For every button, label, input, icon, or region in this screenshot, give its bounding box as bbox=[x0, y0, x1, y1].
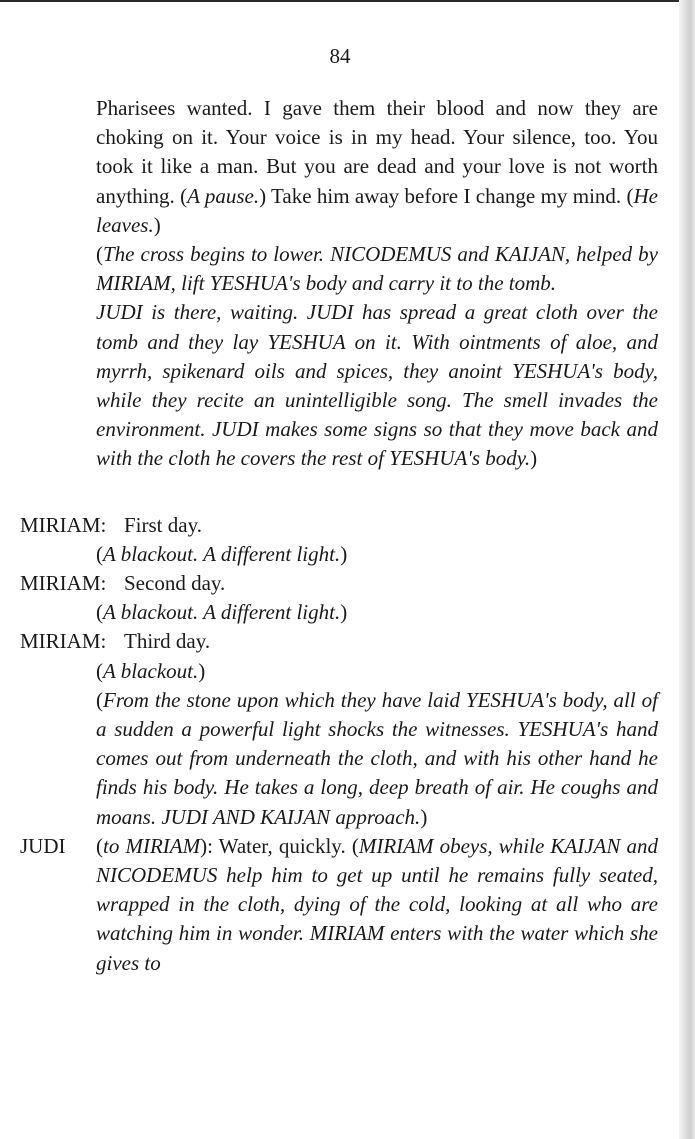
speaker-name: MIRIAM: bbox=[20, 571, 107, 596]
stage-direction: From the stone upon which they have laid YESHUA's body, all of a sudden a powerful light shocks the witnesses. YESHUA's hand comes out from underneath the cloth, and with his other hand he finds his body. He takes a long, deep breath of air. He coughs and moans. JUDI AND KAIJAN approach. bbox=[96, 687, 658, 829]
stage-direction: to MIRIAM bbox=[103, 833, 201, 858]
paren-close: ) bbox=[340, 541, 348, 566]
speech-text: Third day. bbox=[124, 629, 211, 654]
speech-text: First day. bbox=[124, 512, 202, 537]
speech-text: Pharisees wanted. I gave them their blood and now they are choking on it. Your voice is in my head. Your silence, too. You took it like a man. But you are dead and your love is not worth anything. ( bbox=[96, 96, 658, 208]
top-rule bbox=[0, 0, 680, 2]
stage-direction: A pause. bbox=[187, 183, 260, 208]
speaker-name: MIRIAM: bbox=[20, 512, 107, 537]
stage-direction: JUDI is there, waiting. JUDI has spread a great cloth over the tomb and they lay YESHUA on it. With ointments of aloe, and myrrh, spikenard oils and spices, they anoint YESHUA's body, while they recite an unintelligible song. The smell invades the environment. JUDI makes some signs so that they move back and with the cloth he covers the rest of YESHUA's body. bbox=[96, 300, 658, 471]
speech-text: ) Take him away before I change my mind. ( bbox=[259, 183, 634, 208]
script-content bbox=[0, 94, 680, 978]
stage-direction: The cross begins to lower. NICODEMUS and KAIJAN, helped by MIRIAM, lift YESHUA's body and carry it to the tomb. bbox=[96, 242, 658, 296]
paren-close: ) bbox=[340, 600, 348, 625]
paren-open: ( bbox=[96, 687, 103, 712]
speech-text: : Water, quickly. ( bbox=[207, 833, 359, 858]
dialogue-line bbox=[0, 627, 680, 656]
speech-paragraph bbox=[96, 94, 658, 474]
paren-close: ) bbox=[200, 833, 208, 858]
stage-direction: MIRIAM obeys, while KAIJAN and NICODEMUS help him to get up until he remains fully seated, wrapped in the cloth, dying of the cold, looking at all who are watching him in wonder. MIRIAM enters with the water which she gives to bbox=[96, 833, 659, 975]
stage-direction: A blackout. A different light. bbox=[103, 541, 341, 566]
paren-open: ( bbox=[96, 833, 103, 858]
paren-close: ) bbox=[420, 804, 428, 829]
paren-open: ( bbox=[96, 600, 103, 625]
speech-text: Second day. bbox=[124, 571, 226, 596]
speaker-name: MIRIAM: bbox=[20, 629, 107, 654]
speaker-name: JUDI bbox=[20, 833, 66, 858]
dialogue-line bbox=[0, 511, 680, 540]
stage-direction: He leaves. bbox=[96, 183, 658, 237]
paren-close: ) bbox=[530, 446, 538, 471]
dialogue-line bbox=[0, 569, 680, 598]
stage-direction-line bbox=[96, 598, 658, 627]
page-edge-shadow bbox=[679, 0, 695, 1139]
paren-open: ( bbox=[96, 541, 103, 566]
paren-open: ( bbox=[96, 242, 103, 267]
paren-open: ( bbox=[96, 658, 103, 683]
stage-direction-line bbox=[96, 540, 658, 569]
stage-direction: A blackout. A different light. bbox=[103, 600, 341, 625]
dialogue-line-judi bbox=[0, 832, 680, 978]
paren-close: ) bbox=[153, 212, 161, 237]
stage-direction: A blackout. bbox=[103, 658, 199, 683]
stage-direction-line bbox=[96, 657, 658, 686]
page-number: 84 bbox=[329, 44, 351, 68]
judi-text bbox=[96, 832, 658, 978]
stage-direction-paragraph bbox=[96, 686, 658, 832]
spacer bbox=[0, 474, 680, 511]
paren-close: ) bbox=[198, 658, 206, 683]
